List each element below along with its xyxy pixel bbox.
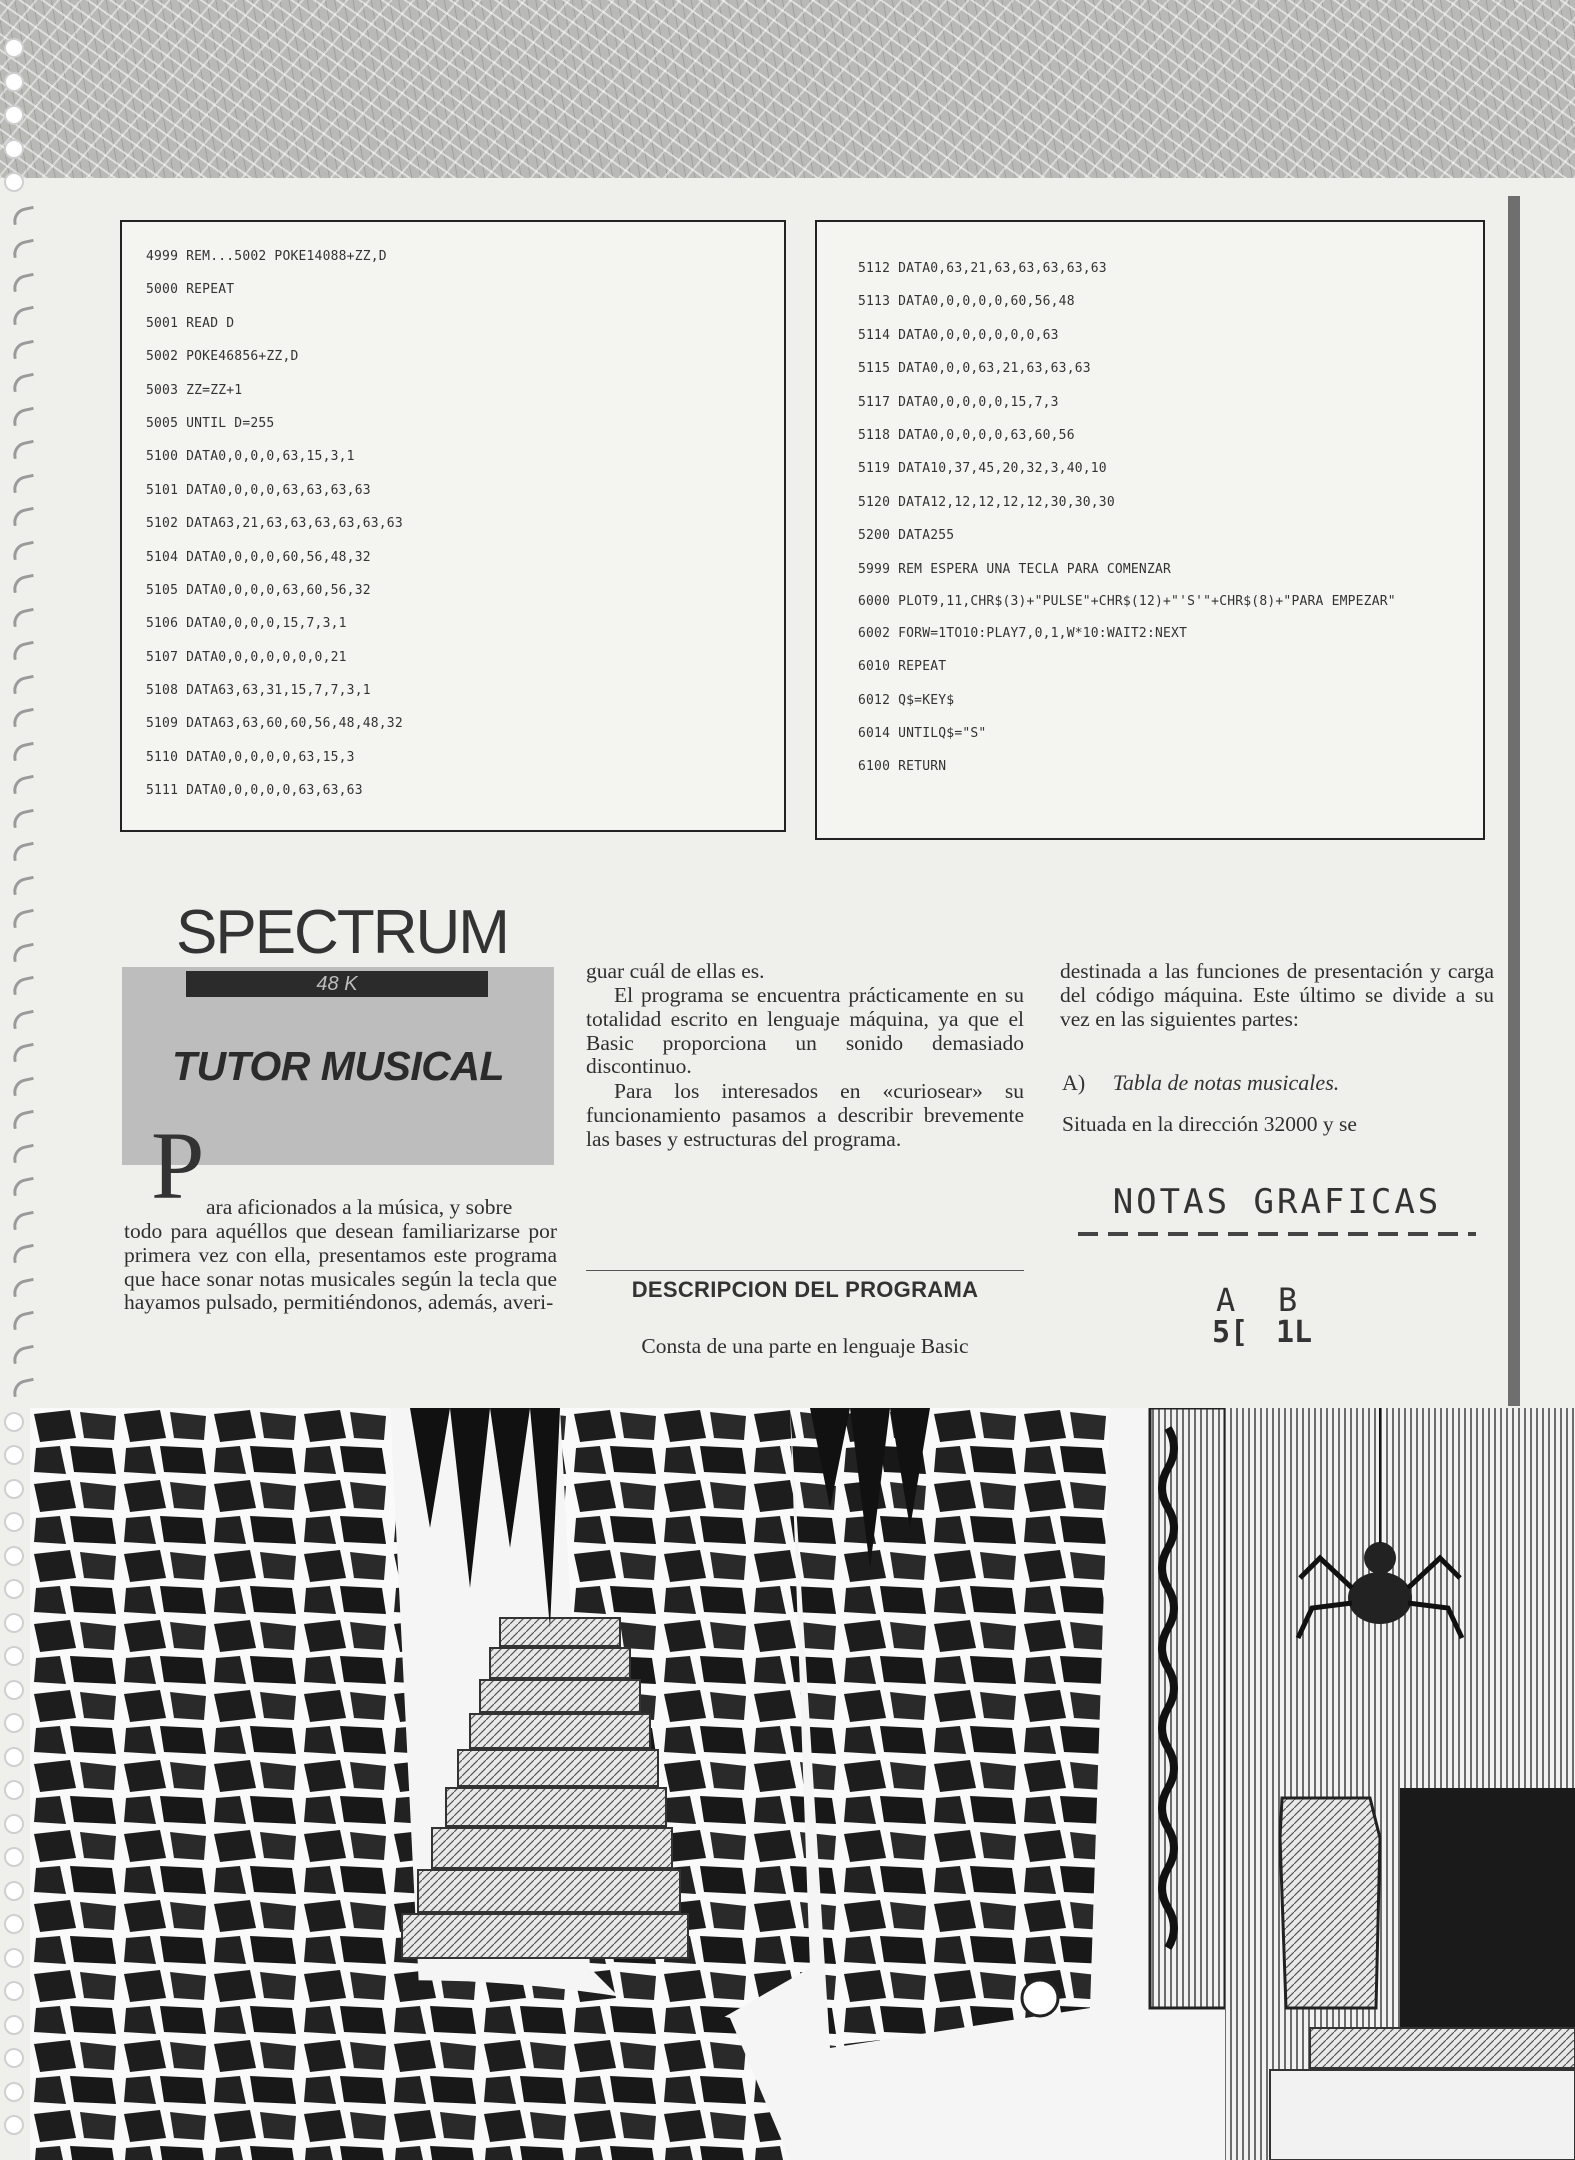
code-line: 5108 DATA63,63,31,15,7,7,3,1 [146, 683, 371, 699]
list-item [1062, 1070, 1339, 1096]
binding-ring [11, 306, 37, 325]
binding-ring [11, 540, 37, 559]
binding-ring [11, 1378, 37, 1397]
intro-first-line: ara aficionados a la música, y sobre [206, 1195, 513, 1219]
body-paragraph: destinada a las funciones de presentación y carga del código máquina. Este último se divide a su vez en las siguientes partes: [1060, 959, 1494, 1031]
article-title: TUTOR MUSICAL [171, 1043, 505, 1089]
binding-ring [6, 1983, 22, 1999]
binding-ring [6, 1615, 22, 1631]
binding-ring [11, 1110, 37, 1129]
binding-ring [6, 1883, 22, 1899]
code-line: 5102 DATA63,21,63,63,63,63,63,63 [146, 516, 403, 532]
binding-ring [6, 74, 22, 90]
code-line: 5002 POKE46856+ZZ,D [146, 349, 299, 365]
list-item-text: Tabla de notas musicales. [1112, 1070, 1340, 1095]
code-line: 5105 DATA0,0,0,0,63,60,56,32 [146, 582, 371, 598]
code-line-list [858, 252, 1483, 784]
code-line: 6100 RETURN [858, 759, 947, 775]
body-paragraph: Situada en la dirección 32000 y se [1062, 1112, 1357, 1136]
binding-ring [11, 440, 37, 459]
code-line: 5000 REPEAT [146, 282, 235, 298]
code-line: 5999 REM ESPERA UNA TECLA PARA COMENZAR [858, 561, 1172, 577]
binding-ring [6, 1481, 22, 1497]
binding-ring [6, 2017, 22, 2033]
binding-ring [6, 1414, 22, 1430]
binding-ring [11, 708, 37, 727]
binding-ring [6, 2050, 22, 2066]
binding-ring [11, 808, 37, 827]
code-line: 5100 DATA0,0,0,0,63,15,3,1 [146, 449, 355, 465]
list-marker: A) [1062, 1070, 1086, 1095]
binding-ring [11, 373, 37, 392]
binding-ring [11, 1277, 37, 1296]
graphic-key-b: B [1278, 1281, 1298, 1319]
binding-ring [11, 1344, 37, 1363]
binding-ring [11, 1076, 37, 1095]
code-line: 5115 DATA0,0,0,63,21,63,63,63 [858, 361, 1091, 377]
skull [1022, 1980, 1058, 2016]
binding-ring [11, 842, 37, 861]
dashed-underline [1078, 1232, 1476, 1236]
graphic-key-a: A [1216, 1281, 1236, 1319]
binding-ring [6, 1447, 22, 1463]
graphic-glyph-a: 5[ [1212, 1315, 1249, 1350]
binding-ring [11, 1311, 37, 1330]
drop-cap: P [151, 1112, 205, 1219]
code-line: 5113 DATA0,0,0,0,0,60,56,48 [858, 294, 1075, 310]
binding-ring [11, 507, 37, 526]
code-line: 5117 DATA0,0,0,0,0,15,7,3 [858, 394, 1059, 410]
code-line: 6010 REPEAT [858, 659, 947, 675]
side-margin-bar [1508, 196, 1520, 1406]
binding-ring [6, 1950, 22, 1966]
binding-ring [11, 875, 37, 894]
body-paragraph: El programa se encuentra prácticamente en su totalidad escrito en lenguaje máquina, ya que el Basic proporciona un sonido demasiado discontinuo. [586, 983, 1024, 1079]
dungeon-illustration [30, 1408, 1575, 2160]
binding-ring [6, 40, 22, 56]
binding-ring [6, 1648, 22, 1664]
binding-ring [11, 674, 37, 693]
binding-ring [6, 1916, 22, 1932]
binding-ring [11, 976, 37, 995]
binding-ring [11, 942, 37, 961]
binding-ring [11, 607, 37, 626]
code-line: 6002 FORW=1TO10:PLAY7,0,1,W*10:WAIT2:NEXT [858, 625, 1188, 641]
binding-ring [6, 1682, 22, 1698]
binding-ring [11, 1210, 37, 1229]
binding-ring [11, 1043, 37, 1062]
binding-ring [11, 239, 37, 258]
binding-ring [6, 141, 22, 157]
code-line: 5119 DATA10,37,45,20,32,3,40,10 [858, 461, 1107, 477]
code-line: 5114 DATA0,0,0,0,0,0,0,63 [858, 327, 1059, 343]
body-paragraph: guar cuál de ellas es. [586, 959, 765, 983]
binding-ring [6, 2084, 22, 2100]
code-line: 5005 UNTIL D=255 [146, 415, 275, 431]
binding-ring [6, 1749, 22, 1765]
code-line: 5104 DATA0,0,0,0,60,56,48,32 [146, 549, 371, 565]
binding-ring [11, 339, 37, 358]
code-line: 5110 DATA0,0,0,0,0,63,15,3 [146, 749, 355, 765]
binding-ring [11, 406, 37, 425]
code-line: 4999 REM...5002 POKE14088+ZZ,D [146, 249, 387, 264]
basic-listing-left [120, 220, 786, 832]
binding-ring [11, 641, 37, 660]
code-line: 6012 Q$=KEY$ [858, 692, 955, 708]
code-line: 5111 DATA0,0,0,0,0,63,63,63 [146, 783, 363, 799]
intro-paragraph: todo para aquéllos que desean familiarizarse por primera vez con ella, presentamos este programa que hace sonar notas musicales según la tecla que hayamos pulsado, permitiéndonos, además, averi- [124, 1219, 557, 1315]
binding-ring [6, 1849, 22, 1865]
urn [1280, 1798, 1380, 2008]
binding-ring [11, 1177, 37, 1196]
binding-ring [11, 909, 37, 928]
binding-ring [11, 473, 37, 492]
binding-ring [11, 205, 37, 224]
memory-badge: 48 K [186, 971, 488, 997]
code-line-list [146, 240, 784, 808]
graphic-glyph-b: 1L [1276, 1315, 1313, 1350]
binding-ring [6, 2117, 22, 2133]
code-line: 5112 DATA0,63,21,63,63,63,63,63 [858, 261, 1107, 276]
binding-ring [6, 1514, 22, 1530]
code-line: 6000 PLOT9,11,CHR$(3)+"PULSE"+CHR$(12)+"'S'"+CHR$(8)+"PARA EMPEZAR" [858, 593, 1396, 609]
code-line: 5101 DATA0,0,0,0,63,63,63,63 [146, 482, 371, 498]
code-line: 5120 DATA12,12,12,12,12,30,30,30 [858, 494, 1115, 510]
binding-ring [11, 1244, 37, 1263]
section-heading: DESCRIPCION DEL PROGRAMA [586, 1270, 1024, 1309]
code-line: 5003 ZZ=ZZ+1 [146, 382, 243, 398]
computer-name: SPECTRUM [176, 898, 508, 967]
code-line: 5118 DATA0,0,0,0,0,63,60,56 [858, 427, 1075, 443]
binding-ring [6, 107, 22, 123]
code-line: 5109 DATA63,63,60,60,56,48,48,32 [146, 716, 403, 732]
graphic-notes-title: NOTAS GRAFICAS [1112, 1182, 1442, 1222]
binding-ring [11, 1009, 37, 1028]
binding-ring [6, 1581, 22, 1597]
code-line: 5200 DATA255 [858, 528, 955, 544]
binding-ring [6, 1782, 22, 1798]
binding-ring [11, 775, 37, 794]
binding-ring [6, 174, 22, 190]
code-line: 5001 READ D [146, 315, 235, 331]
binding-ring [6, 1715, 22, 1731]
code-line: 5106 DATA0,0,0,0,15,7,3,1 [146, 616, 347, 632]
binding-ring [11, 741, 37, 760]
binding-ring [11, 1143, 37, 1162]
basic-listing-right [815, 220, 1485, 840]
body-paragraph: Consta de una parte en lenguaje Basic [641, 1334, 969, 1358]
binding-ring [6, 1548, 22, 1564]
binding-ring [11, 574, 37, 593]
speckled-header-band [0, 0, 1575, 178]
body-paragraph: Para los interesados en «curiosear» su funcionamiento pasamos a describir brevemente las bases y estructuras del programa. [586, 1079, 1024, 1151]
binding-ring [6, 1816, 22, 1832]
binding-ring [11, 272, 37, 291]
code-line: 6014 UNTILQ$="S" [858, 726, 987, 742]
code-line: 5107 DATA0,0,0,0,0,0,0,21 [146, 649, 347, 665]
